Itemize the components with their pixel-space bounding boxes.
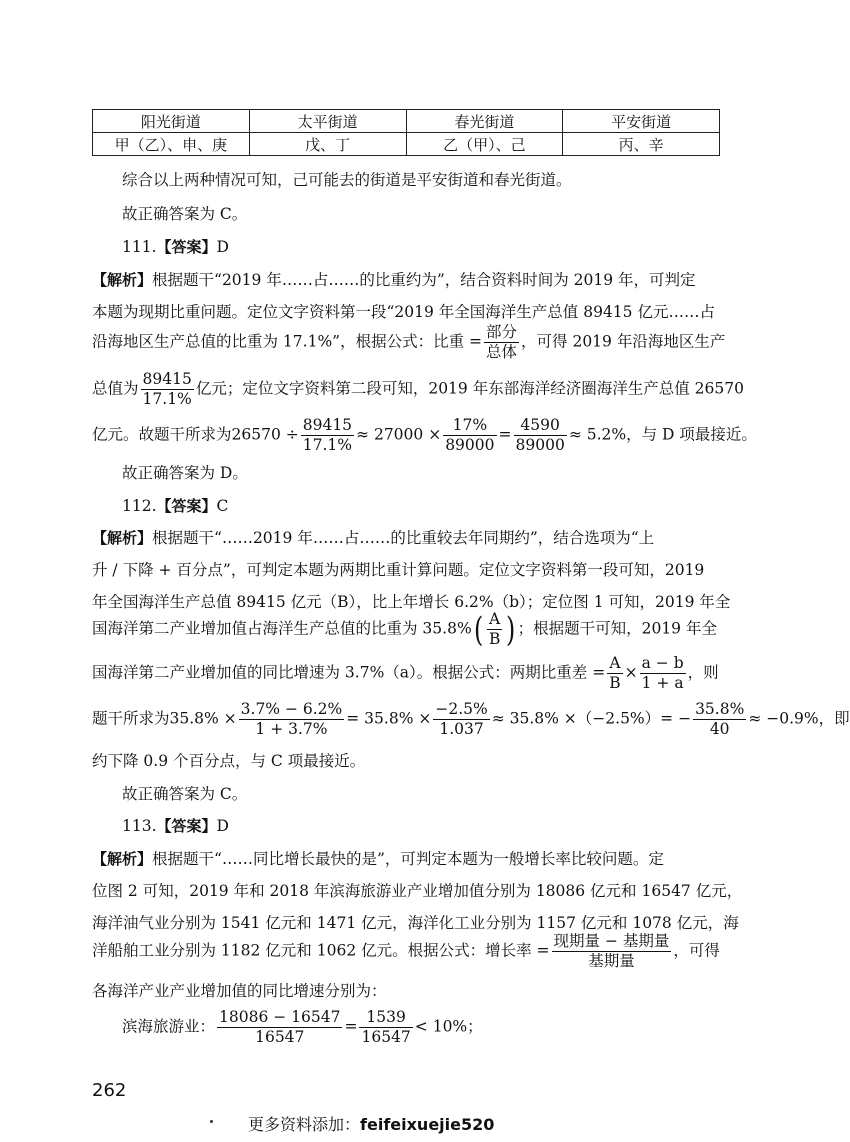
fraction [607,654,622,693]
denominator: 40 [709,720,730,738]
denominator: B [609,674,621,692]
paragraph-line: 约下降 0.9 个百分点，与 C 项最接近。 [92,752,366,770]
paragraph-line: 综合以上两种情况可知，己可能去的街道是平安街道和春光街道。 [122,171,572,189]
fraction [443,416,496,455]
line-text: 滨海旅游业： [122,1017,216,1036]
numerator: a − b [641,654,684,672]
line-text: 沿海地区生产总值的比重为 17.1%”，根据公式：比重 = [92,332,483,351]
line-text: = 35.8% × [346,709,432,728]
formula-line [92,370,744,409]
line-text: ≈ 5.2%，与 D 项最接近。 [568,425,757,444]
analysis-tag: 【解析】 [92,529,153,547]
table-header-cell: 阳光街道 [93,110,250,133]
denominator: 17.1% [142,390,192,408]
line-text: = [498,425,512,444]
denominator: 16547 [361,1028,411,1046]
line-text: 亿元。故题干所求为26570 ÷ [92,425,299,444]
line-text: 根据题干“2019 年……占……的比重约为”，结合资料时间为 2019 年，可判定 [152,271,696,289]
line-text: ≈ 27000 × [356,425,442,444]
fraction [239,700,345,739]
table-cell: 乙（甲）、己 [406,133,563,156]
table-header-row [93,110,720,133]
question-number: 111. [122,238,157,256]
stray-dot [210,1120,213,1123]
line-text: ，则 [687,663,719,682]
fraction [552,932,672,971]
fraction [433,700,489,739]
answer-tag: 【答案】 [156,497,217,515]
fraction [640,654,686,693]
formula-line [92,932,720,971]
line-text: 亿元；定位文字资料第二段可知，2019 年东部海洋经济圈海洋生产总值 26570 [195,379,744,398]
line-text: 国海洋第二产业增加值的同比增速为 3.7%（a）。根据公式：两期比重差 = [92,663,606,682]
fraction [484,323,519,362]
line-text: ，可得 [673,941,720,960]
analysis-tag: 【解析】 [92,271,153,289]
left-paren: ( [473,609,483,650]
denominator: 1 + 3.7% [255,720,328,738]
numerator: 部分 [486,323,518,341]
footer-contact [248,1112,494,1135]
paragraph-line: 海洋油气业分别为 1541 亿元和 1471 亿元，海洋化工业分别为 1157 亿元和 1078 亿元，海 [92,914,739,932]
footer-label: 更多资料添加： [248,1115,361,1134]
denominator: 1.037 [439,720,484,738]
answer-value: C [216,497,229,515]
line-text: 题干所求为35.8% × [92,709,237,728]
line-text: = [344,1017,358,1036]
formula-line [92,700,850,739]
table-cell: 丙、辛 [563,133,720,156]
line-text: ，可得 2019 年沿海地区生产 [521,332,726,351]
line-text: 根据题干“……同比增长最快的是”，可判定本题为一般增长率比较问题。定 [152,850,664,868]
formula-line [122,1008,483,1047]
numerator: 1539 [359,1008,412,1028]
paragraph-line [92,848,664,870]
table-cell: 甲（乙）、申、庚 [93,133,250,156]
numerator: −2.5% [435,700,488,718]
answer-value: D [216,817,229,835]
line-text: ≈ 35.8% ×（−2.5%）= − [491,709,692,728]
numerator: 3.7% − 6.2% [240,700,343,718]
denominator: 基期量 [588,952,635,970]
denominator: 89000 [445,436,495,454]
question-111-header [122,236,229,258]
denominator: 1 + a [641,674,684,692]
paragraph-line: 升 / 下降 + 百分点”，可判定本题为两期比重计算问题。定位文字资料第一段可知，2019 [92,561,705,579]
line-text: × [624,663,638,682]
formula-line [92,654,719,693]
paragraph-line: 故正确答案为 C。 [122,205,248,223]
question-number: 113. [122,817,157,835]
line-text: 国海洋第二产业增加值占海洋生产总值的比重为 35.8% [92,619,472,638]
formula-line [92,610,717,649]
line-text: 根据题干“……2019 年……占……的比重较去年同期约”，结合选项为“上 [152,529,655,547]
line-text: ≈ −0.9%，即 [748,709,850,728]
numerator: 现期量 − 基期量 [553,932,670,950]
answer-tag: 【答案】 [156,817,217,835]
denominator: 89000 [515,436,565,454]
numerator: 89415 [302,416,353,434]
paragraph-line: 故正确答案为 D。 [122,464,248,482]
denominator: 17.1% [302,436,353,454]
numerator: 35.8% [695,700,745,718]
paragraph-line: 故正确答案为 C。 [122,785,248,803]
denominator: 总体 [486,343,518,361]
paragraph-line [92,269,696,291]
paragraph-line: 本题为现期比重问题。定位文字资料第一段“2019 年全国海洋生产总值 89415 亿元……占 [92,303,715,321]
paragraph-line [92,527,654,549]
numerator: A [607,654,622,674]
table-cell: 戊、丁 [249,133,406,156]
question-number: 112. [122,497,157,515]
table-row [93,133,720,156]
table-header-cell: 春光街道 [406,110,563,133]
paragraph-line: 位图 2 可知，2019 年和 2018 年滨海旅游业产业增加值分别为 18086 亿元和 16547 亿元， [92,882,743,900]
table-header-cell: 平安街道 [563,110,720,133]
formula-line [92,323,725,362]
fraction [487,610,502,649]
formula-line [92,416,757,455]
numerator: 18086 − 16547 [219,1008,341,1026]
fraction [217,1008,342,1047]
paragraph-line: 各海洋产业产业增加值的同比增速分别为： [92,982,387,1000]
numerator: 89415 [142,370,192,388]
line-text: 总值为 [92,379,139,398]
question-112-header [122,495,228,517]
answer-tag: 【答案】 [156,238,217,256]
fraction [359,1008,412,1047]
line-text: 洋船舶工业分别为 1182 亿元和 1062 亿元。根据公式：增长率 = [92,941,550,960]
fraction [141,370,194,409]
fraction [514,416,567,455]
fraction [693,700,746,739]
right-paren: ) [506,609,516,650]
footer-wechat-id: feifeixuejie520 [360,1115,495,1134]
line-text: ；根据题干可知，2019 年全 [517,619,717,638]
table-header-cell: 太平街道 [249,110,406,133]
page-number: 262 [92,1080,127,1101]
numerator: 17% [443,416,496,436]
denominator: B [488,630,501,648]
line-text: < 10%； [414,1017,483,1036]
question-113-header [122,815,229,837]
numerator: A [487,610,502,630]
analysis-tag: 【解析】 [92,850,153,868]
answer-value: D [216,238,229,256]
fraction [301,416,354,455]
street-assignment-table [92,109,720,156]
numerator: 4590 [514,416,567,436]
denominator: 16547 [255,1028,305,1046]
paragraph-line: 年全国海洋生产总值 89415 亿元（B），比上年增长 6.2%（b）；定位图 1 可知，2019 年全 [92,593,731,611]
